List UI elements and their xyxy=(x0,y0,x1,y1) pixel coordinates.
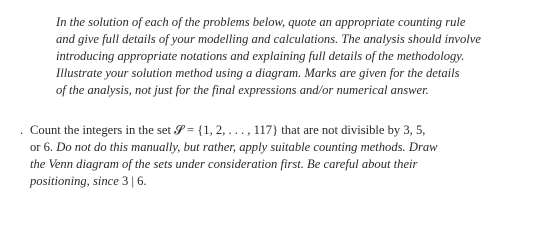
set-definition-math: 𝓢 = {1, 2, . . . , 117} xyxy=(174,123,279,137)
problem-text: or 6. xyxy=(30,140,57,154)
problem-line-3: the Venn diagram of the sets under consideration first. Be careful about their xyxy=(30,157,418,171)
problem-line-1 xyxy=(20,122,528,139)
problem-line-2 xyxy=(20,139,528,156)
problem-line-4 xyxy=(20,173,528,190)
divisibility-math: 3 | 6. xyxy=(122,174,147,188)
instructions-line-3: introducing appropriate notations and explaining full details of the methodology. xyxy=(56,49,465,63)
instructions-line-4: Illustrate your solution method using a diagram. Marks are given for the details xyxy=(56,66,460,80)
instructions-line-1: In the solution of each of the problems below, quote an appropriate counting rule xyxy=(56,15,466,29)
problem-instruction-text: Do not do this manually, but rather, apply suitable counting methods. Draw xyxy=(56,140,438,154)
problem-statement xyxy=(20,122,528,190)
instructions-line-5: of the analysis, not just for the final expressions and/or numerical answer. xyxy=(56,83,429,97)
instructions-paragraph xyxy=(56,14,534,99)
problem-instruction-text: positioning, since xyxy=(30,174,122,188)
problem-text: Count the integers in the set xyxy=(30,123,175,137)
problem-text: that are not divisible by 3, 5, xyxy=(278,123,426,137)
instructions-line-2: and give full details of your modelling and calculations. The analysis should involve xyxy=(56,32,481,46)
list-marker: . xyxy=(20,123,24,137)
